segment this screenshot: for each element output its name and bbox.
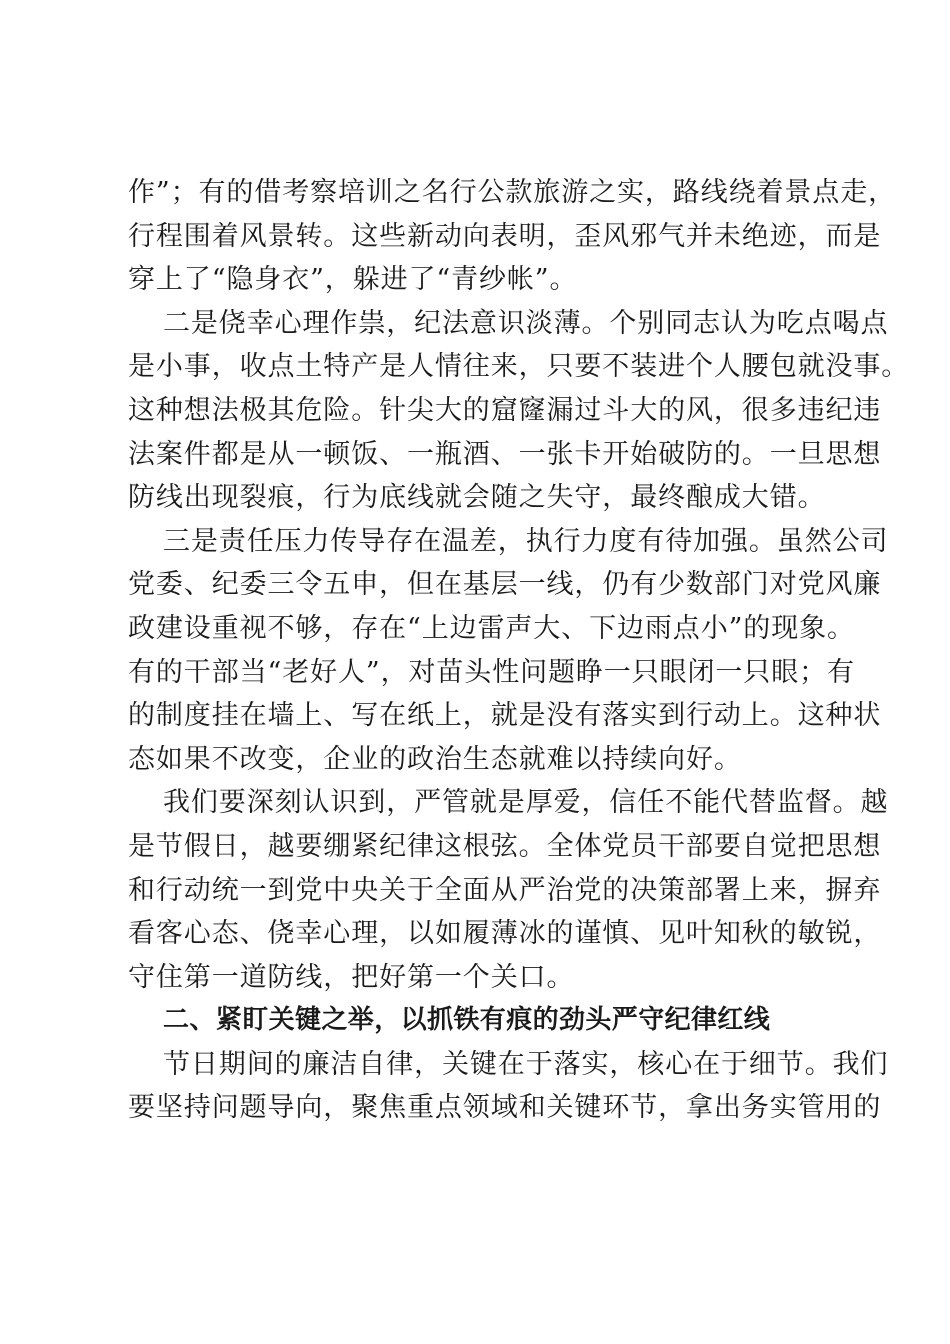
paragraph-start-line: 我们要深刻认识到，严管就是厚爱，信任不能代替监督。越 — [163, 787, 889, 819]
text-line: 行程围着风景转。这些新动向表明，歪风邪气并未绝迹，而是 — [128, 220, 882, 252]
text-line: 有的干部当“老好人”，对苗头性问题睁一只眼闭一只眼；有 — [128, 656, 855, 688]
text-line: 政建设重视不够，存在“上边雷声大、下边雨点小”的现象。 — [128, 612, 855, 644]
document-body — [128, 171, 910, 1130]
text-line: 这种想法极其危险。针尖大的窟窿漏过斗大的风，很多违纪违 — [128, 394, 882, 426]
text-line: 防线出现裂痕，行为底线就会随之失守，最终酿成大错。 — [128, 482, 826, 514]
text-line: 是节假日，越要绷紧纪律这根弦。全体党员干部要自觉把思想 — [128, 830, 882, 862]
paragraph-start-line: 二是侥幸心理作祟，纪法意识淡薄。个别同志认为吃点喝点 — [163, 307, 889, 339]
text-line: 守住第一道防线，把好第一个关口。 — [128, 961, 575, 993]
section-heading: 二、紧盯关键之举，以抓铁有痕的劲头严守纪律红线 — [163, 1005, 771, 1036]
text-line: 和行动统一到党中央关于全面从严治党的决策部署上来，摒弃 — [128, 874, 882, 906]
paragraph-start-line: 三是责任压力传导存在温差，执行力度有待加强。虽然公司 — [163, 525, 889, 557]
text-line: 看客心态、侥幸心理，以如履薄冰的谨慎、见叶知秋的敏锐， — [128, 918, 882, 950]
text-line: 作”；有的借考察培训之名行公款旅游之实，路线绕着景点走， — [128, 177, 897, 208]
text-line: 党委、纪委三令五申，但在基层一线，仍有少数部门对党风廉 — [128, 569, 882, 601]
text-line: 是小事，收点土特产是人情往来，只要不装进个人腰包就没事。 — [128, 351, 910, 383]
paragraph-start-line: 节日期间的廉洁自律，关键在于落实，核心在于细节。我们 — [163, 1048, 889, 1080]
text-line: 穿上了“隐身衣”，躲进了“青纱帐”。 — [128, 264, 578, 296]
text-line: 态如果不改变，企业的政治生态就难以持续向好。 — [128, 743, 742, 775]
text-line: 法案件都是从一顿饭、一瓶酒、一张卡开始破防的。一旦思想 — [128, 438, 882, 470]
text-line: 的制度挂在墙上、写在纸上，就是没有落实到行动上。这种状 — [128, 700, 882, 732]
text-line: 要坚持问题导向，聚焦重点领域和关键环节，拿出务实管用的 — [128, 1092, 882, 1124]
